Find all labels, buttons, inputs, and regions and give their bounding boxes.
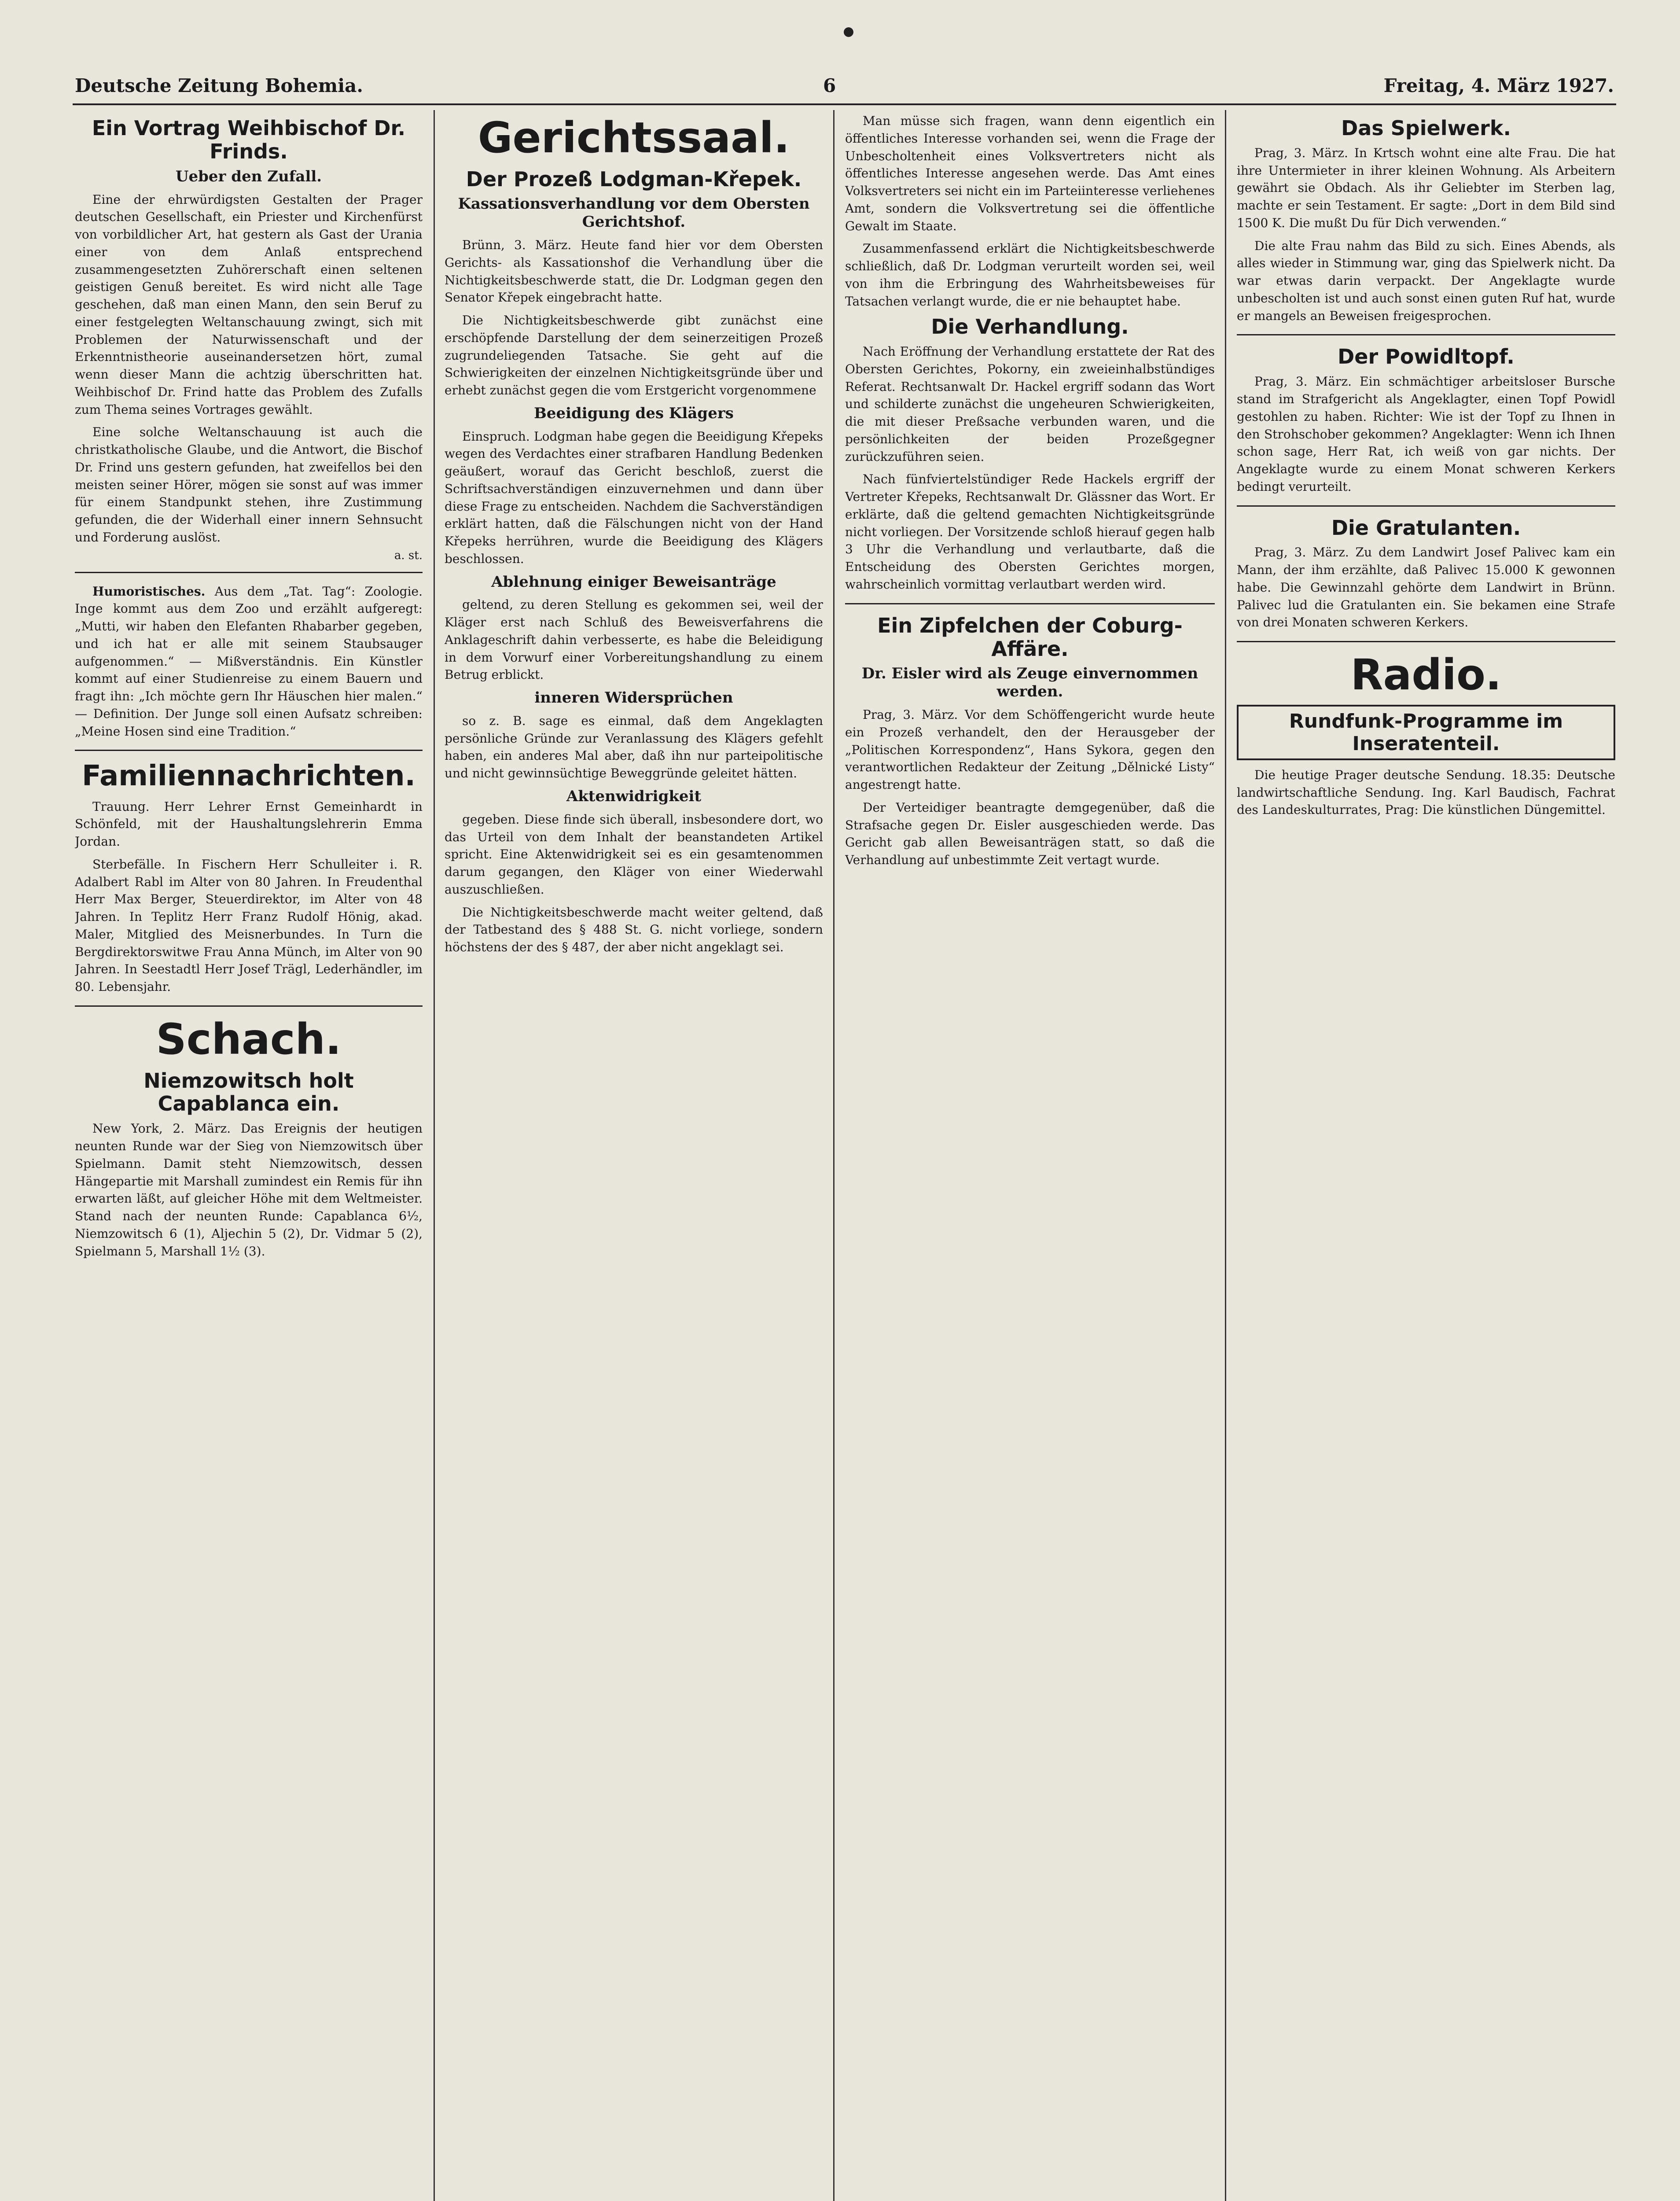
column-2 xyxy=(445,112,823,2201)
article-paragraph: Nach Eröffnung der Verhandlung erstattete der Rat des Obersten Gerichtes, Pokorny, ein zweieinhalbstündiges Referat. Rechtsanwalt Dr. Hackel ergriff sodann das Wort und schilderte zunächst die ungeheuren Schwierigkeiten, die mit dieser Preßsache verbunden waren, und die persönlichkeiten der beiden Prozeßgegner zurückzuführen seien. xyxy=(845,344,1215,464)
punch-hole-dot xyxy=(844,27,853,37)
section-title: Gerichtssaal. xyxy=(478,113,790,162)
article-subtitle: Ueber den Zufall. xyxy=(175,167,322,185)
divider xyxy=(75,750,423,751)
subheading: Ablehnung einiger Beweisanträge xyxy=(491,573,776,591)
article-title: Der Powidltopf. xyxy=(1338,345,1515,369)
article-paragraph: Eine der ehrwürdigsten Gestalten der Prager deutschen Gesellschaft, ein Priester und Kirchenfürst von vorbildlicher Art, hat gestern als Gast der Urania einer von dem Anlaß entsprechend zusammengesetzten Zuhörerschaft einen seltenen geistigen Genuß bereitet. Es wird nicht alle Tage geschehen, daß man einen Mann, den sein Beruf zu einer festgelegten Weltanschauung zwingt, sich mit Problemen der Naturwissenschaft und der Erkenntnistheorie auseinandersetzen hört, zumal wenn dieser Mann die achtzig überschritten hat. Weihbischof Dr. Frind hatte das Problem des Zufalls zum Thema seines Vortrages gewählt. xyxy=(75,192,423,417)
article-paragraph: Eine solche Weltanschauung ist auch die christkatholische Glaube, und die Antwort, die Bischof Dr. Frind uns gestern gefunden, hat zweifellos bei den meisten seiner Hörer, mögen sie sonst auf was immer für einem Standpunkt stehen, ihre Zustimmung gefunden, die der Widerhall einer innern Sehnsucht und Forderung auslöst. xyxy=(75,425,423,545)
article-title: Niemzowitsch holt Capablanca ein. xyxy=(143,1068,354,1116)
humor-label: Humoristisches. xyxy=(92,584,206,599)
article-paragraph: Brünn, 3. März. Heute fand hier vor dem Obersten Gerichts- als Kassationshof die Verhandlung über die Nichtigkeitsbeschwerde statt, die Dr. Lodgman gegen den Senator Křepek eingebracht hatte. xyxy=(445,238,823,305)
section-title: Familiennachrichten. xyxy=(82,760,415,793)
article-paragraph: gegeben. Diese finde sich überall, insbesondere dort, wo das Urteil von dem Inhalt der beanstandeten Artikel spricht. Eine Aktenwidrigkeit sei es ein gesamtenommen darum gegangen, den Kläger von einer Wiederwahl auszuschließen. xyxy=(445,812,823,897)
article-title: Der Prozeß Lodgman-Křepek. xyxy=(466,167,802,191)
article-title: Ein Zipfelchen der Coburg-Affäre. xyxy=(877,613,1183,661)
article-paragraph: Zusammenfassend erklärt die Nichtigkeitsbeschwerde schließlich, daß Dr. Lodgman verurteilt worden sei, weil von ihm die Erbringung des Wahrheitsbeweises für Tatsachen verlangt wurde, die er nie behauptet habe. xyxy=(845,241,1215,309)
article-paragraph: Die Nichtigkeitsbeschwerde gibt zunächst eine erschöpfende Darstellung der dem seinerzeitigen Prozeß zugrundeliegenden Tatsache. Sie geht auf die Schwierigkeiten der einzelnen Nichtigkeitsgründe über und erhebt zunächst gegen die vom Erstgericht vorgenommene xyxy=(445,313,823,398)
divider xyxy=(75,1005,423,1007)
article-paragraph: Prag, 3. März. Zu dem Landwirt Josef Palivec kam ein Mann, der ihm erzählte, daß Palivec 15.000 K gewonnen habe. Die Gewinnzahl gehörte dem Landwirt in Brünn. Palivec lud die Gratulanten ein. Sie bekamen eine Strafe von drei Monaten schweren Kerkers. xyxy=(1237,545,1615,630)
divider xyxy=(1237,505,1615,507)
section-title: Schach. xyxy=(156,1014,342,1064)
article-title: Die Gratulanten. xyxy=(1331,515,1521,540)
article-paragraph: New York, 2. März. Das Ereignis der heutigen neunten Runde war der Sieg von Niemzowitsch über Spielmann. Damit steht Niemzowitsch, dessen Hängepartie mit Marshall zumindest ein Remis für ihn erwarten läßt, auf gleicher Höhe mit dem Weltmeister. Stand nach der neunten Runde: Capablanca 6½, Niemzowitsch 6 (1), Aljechin 5 (2), Dr. Vidmar 5 (2), Spielmann 5, Marshall 1½ (3). xyxy=(75,1121,423,1259)
masthead-title: Deutsche Zeitung Bohemia. xyxy=(75,75,363,96)
article-paragraph: Man müsse sich fragen, wann denn eigentlich ein öffentliches Interesse vorhanden sei, wenn die Frage der Unbescholtenheit eines Volksvertreters nicht als öffentliches Interesse angesehen werde. Das Amt eines Volksvertreters sei nicht ein im Parteiinteresse verliehenes Amt, sondern die Volksvertretung sei die öffentliche Gewalt im Staate. xyxy=(845,114,1215,233)
article-title: Das Spielwerk. xyxy=(1341,116,1511,140)
article-paragraph: Prag, 3. März. Ein schmächtiger arbeitsloser Bursche stand im Strafgericht als Angeklagter, einen Topf Powidl gestohlen zu haben. Richter: Wie ist der Topf zu Ihnen in den Strohschober gekommen? Angeklagter: Wenn ich Ihnen schon sage, Herr Rat, ich weiß von gar nichts. Der Angeklagte wurde zu einem Monat schweren Kerkers bedingt verurteilt. xyxy=(1237,374,1615,494)
page-number: 6 xyxy=(823,75,836,96)
family-sterbefaelle: Sterbefälle. In Fischern Herr Schulleiter i. R. Adalbert Rabl im Alter von 80 Jahren. In Freudenthal Herr Max Berger, Steuerdirektor, im Alter von 48 Jahren. In Teplitz Herr Franz Rudolf Hönig, akad. Maler, Mitglied des Meisnerbundes. In Turn die Bergdirektorswitwe Frau Anna Münch, im Alter von 90 Jahren. In Seestadtl Herr Josef Trägl, Lederhändler, im 80. Lebensjahr. xyxy=(75,857,423,994)
divider xyxy=(1237,334,1615,335)
article-paragraph: Prag, 3. März. In Krtsch wohnt eine alte Frau. Die hat ihre Untermieter in ihrer kleinen Wohnung. Als Arbeitern gewährt sie Obdach. Als ihr Geliebter im Sterben lag, machte er sein Testament. Er sagte: „Dort in dem Bild sind 1500 K. Die mußt Du für Dich verwenden.“ xyxy=(1237,145,1615,230)
article-paragraph: Die heutige Prager deutsche Sendung. 18.35: Deutsche landwirtschaftliche Sendung. Ing. Karl Baudisch, Fachrat des Landeskulturrates, Prag: Die künstlichen Düngemittel. xyxy=(1237,767,1615,817)
family-trauung: Trauung. Herr Lehrer Ernst Gemeinhardt in Schönfeld, mit der Haushaltungslehrerin Emma Jordan. xyxy=(75,799,423,849)
article-paragraph: Die Nichtigkeitsbeschwerde macht weiter geltend, daß der Tatbestand des § 488 St. G. nicht vorliege, sondern höchstens der des § 487, der aber nicht angeklagt sei. xyxy=(445,905,823,955)
column-1 xyxy=(75,112,423,2201)
divider xyxy=(845,603,1215,604)
subheading: Beeidigung des Klägers xyxy=(534,404,734,422)
subheading: inneren Widersprüchen xyxy=(534,689,733,707)
subheading: Aktenwidrigkeit xyxy=(566,787,702,805)
section-title: Radio. xyxy=(1350,650,1502,700)
column-divider xyxy=(833,110,834,2201)
article-subtitle: Kassationsverhandlung vor dem Obersten Gerichtshof. xyxy=(458,195,810,231)
radio-program-box: Rundfunk-Programme im Inseratenteil. xyxy=(1237,705,1615,760)
divider xyxy=(1237,641,1615,642)
article-paragraph: geltend, zu deren Stellung es gekommen sei, weil der Kläger erst nach Schluß des Beweisverfahrens die Anklageschrift dahin verbesserte, es habe die Beleidigung in dem Vorwurf einer Vorbereitungshandlung zu einem Betrug erblickt. xyxy=(445,597,823,682)
article-subtitle: Dr. Eisler wird als Zeuge einvernommen werden. xyxy=(861,665,1198,701)
article-paragraph: Der Verteidiger beantragte demgegenüber, daß die Strafsache gegen Dr. Eisler ausgeschieden werde. Das Gericht gab allen Beweisanträgen statt, so daß die Verhandlung auf unbestimmte Zeit vertagt wurde. xyxy=(845,800,1215,868)
subheading: Die Verhandlung. xyxy=(931,315,1129,339)
divider xyxy=(75,572,423,573)
column-4 xyxy=(1237,112,1615,2201)
column-divider xyxy=(1225,110,1226,2201)
humor-paragraph xyxy=(75,583,423,740)
issue-date: Freitag, 4. März 1927. xyxy=(1383,75,1614,96)
article-paragraph: Nach fünfviertelstündiger Rede Hackels ergriff der Vertreter Křepeks, Rechtsanwalt Dr. Glässner das Wort. Er erklärte, daß die geltend gemachten Nichtigkeitsgründe nicht vorliegen. Der Vorsitzende schloß hierauf gegen halb 3 Uhr die Verhandlung und verlautbarte, daß die Entscheidung des Obersten Gerichtes morgen, wahrscheinlich vormittag verlautbart werden wird. xyxy=(845,472,1215,592)
article-paragraph: so z. B. sage es einmal, daß dem Angeklagten persönliche Gründe zur Veranlassung des Klägers gefehlt haben, ein anderes Mal aber, daß ihn nur parteipolitische und nicht gewinnsüchtige Beweggründe geleitet hätten. xyxy=(445,713,823,781)
humor-text: Aus dem „Tat. Tag“: Zoologie. Inge kommt aus dem Zoo und erzählt aufgeregt: „Mutti, wir haben den Elefanten Rhabarber gegeben, und ich hat er alle mit seinem Staubsauger aufgenommen.“ — Mißverständnis. Ein Künstler kommt auf einer Studienreise zu einem Bauern und fragt ihn: „Ich möchte gern Ihr Häuschen hier malen.“ — Definition. Der Junge soll einen Aufsatz schreiben: „Meine Hosen sind eine Tradition.“ xyxy=(75,584,423,739)
author-signature: a. st. xyxy=(394,548,423,562)
article-paragraph: Die alte Frau nahm das Bild zu sich. Eines Abends, als alles wieder in Stimmung war, ging das Spielwerk nicht. Da war etwas darin verpackt. Der Angeklagte wurde unbescholten ist und auch sonst einen guten Ruf hat, wurde er mangels an Beweisen freigesprochen. xyxy=(1237,238,1615,323)
article-title: Ein Vortrag Weihbischof Dr. Frinds. xyxy=(92,116,406,163)
article-paragraph: Einspruch. Lodgman habe gegen die Beeidigung Křepeks wegen des Verdachtes einer strafbaren Handlung Bedenken geäußert, worauf das Gericht beschloß, zuerst die Schriftsachverständigen einzuvernehmen und dann über diese Frage zu entscheiden. Nachdem die Sachverständigen erklärt hatten, daß die Fälschungen nicht von der Hand Křepeks herrühren, wurde die Beeidigung des Klägers beschlossen. xyxy=(445,429,823,566)
article-paragraph: Prag, 3. März. Vor dem Schöffengericht wurde heute ein Prozeß verhandelt, den der Herausgeber der „Politischen Korrespondenz“, Hans Sykora, gegen den verantwortlichen Redakteur der Zeitung „Dělnické Listy“ angestrengt hatte. xyxy=(845,707,1215,792)
column-3 xyxy=(845,112,1215,2201)
page-header xyxy=(75,75,1614,101)
column-divider xyxy=(434,110,435,2201)
header-rule xyxy=(73,103,1616,105)
